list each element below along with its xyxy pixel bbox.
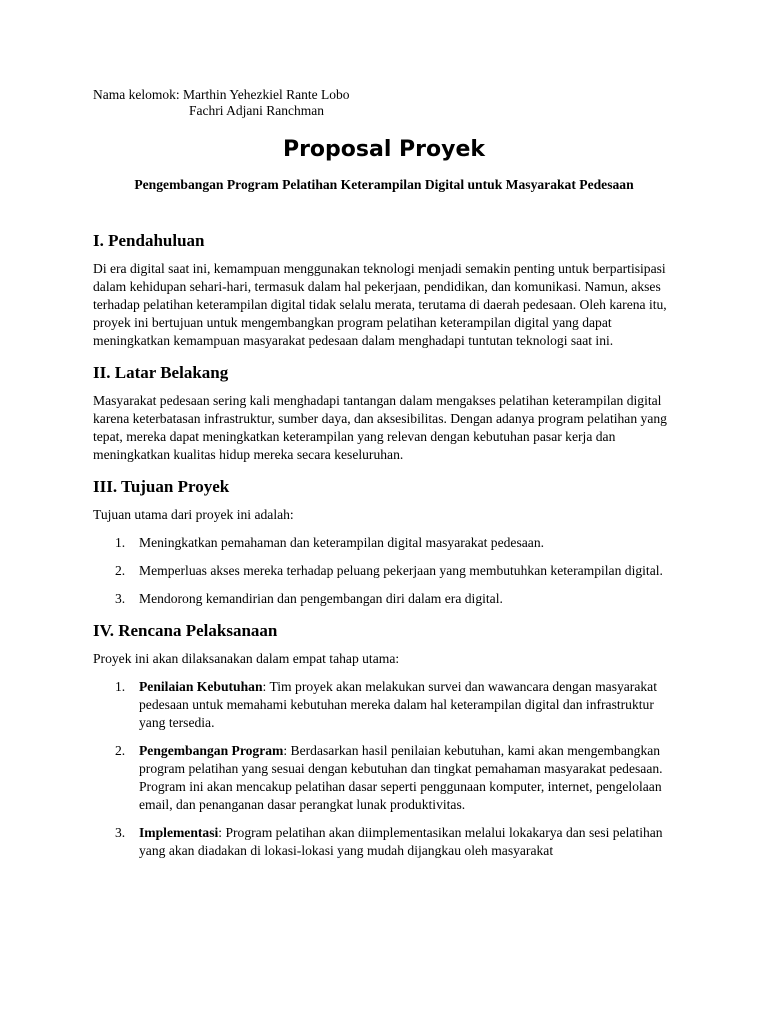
list-item-term: Penilaian Kebutuhan xyxy=(139,679,263,694)
list-item-text: : Tim proyek akan melakukan survei dan wawancara dengan masyarakat pedesaan untuk memahami kebutuhan mereka dalam hal keterampilan digital dan infrastruktur yang tersedia. xyxy=(139,679,657,730)
list-item-text: : Berdasarkan hasil penilaian kebutuhan, kami akan mengembangkan program pelatihan yang sesuai dengan kebutuhan dan tingkat pemahaman masyarakat pedesaan. Program ini akan mencakup pelatihan dasar seperti penggunaan komputer, internet, pengelolaan email, dan penanganan dasar perangkat lunak produktivitas. xyxy=(139,743,663,812)
document-body xyxy=(93,228,683,860)
section-heading-intro: I. Pendahuluan xyxy=(93,231,205,250)
section-heading-plan: IV. Rencana Pelaksanaan xyxy=(93,621,278,640)
group-row-1 xyxy=(93,87,349,103)
list-item xyxy=(93,534,683,552)
list-item-term: Pengembangan Program xyxy=(139,743,284,758)
document-subtitle: Pengembangan Program Pelatihan Keterampilan Digital untuk Masyarakat Pedesaan xyxy=(134,177,634,192)
section-text-background: Masyarakat pedesaan sering kali menghadapi tantangan dalam mengakses pelatihan keterampilan digital karena keterbatasan infrastruktur, sumber daya, dan aksesibilitas. Dengan adanya program pelatihan yang tepat, mereka dapat meningkatkan keterampilan yang relevan dengan kebutuhan pasar kerja dan meningkatkan kualitas hidup mereka secara keseluruhan. xyxy=(93,393,667,462)
list-item-term: Implementasi xyxy=(139,825,219,840)
group-label: Nama kelomok: xyxy=(93,87,180,102)
list-item-text: Memperluas akses mereka terhadap peluang pekerjaan yang membutuhkan keterampilan digital. xyxy=(139,563,663,578)
list-item-text: Mendorong kemandirian dan pengembangan diri dalam era digital. xyxy=(139,591,503,606)
list-item-number: 2. xyxy=(115,563,126,578)
group-member-1: Marthin Yehezkiel Rante Lobo xyxy=(182,87,350,102)
list-item xyxy=(93,562,683,580)
group-member-2: Fachri Adjani Ranchman xyxy=(189,103,324,118)
section-intro-goals: Tujuan utama dari proyek ini adalah: xyxy=(93,507,294,522)
list-item xyxy=(93,742,683,814)
section-heading-goals: III. Tujuan Proyek xyxy=(93,477,230,496)
list-item xyxy=(93,824,683,860)
list-item-number: 1. xyxy=(115,535,126,550)
list-item xyxy=(93,590,683,608)
list-item-number: 1. xyxy=(115,679,126,694)
list-item xyxy=(93,678,683,732)
section-intro-plan: Proyek ini akan dilaksanakan dalam empat tahap utama: xyxy=(93,651,400,666)
document-title: Proposal Proyek xyxy=(282,137,486,162)
list-item-number: 3. xyxy=(115,591,126,606)
plan-list xyxy=(93,678,683,860)
list-item-number: 2. xyxy=(115,743,126,758)
goals-list xyxy=(93,534,683,608)
list-item-number: 3. xyxy=(115,825,126,840)
list-item-text: Meningkatkan pemahaman dan keterampilan digital masyarakat pedesaan. xyxy=(139,535,545,550)
section-heading-background: II. Latar Belakang xyxy=(93,363,229,382)
group-members xyxy=(93,87,349,119)
list-item-text: : Program pelatihan akan diimplementasikan melalui lokakarya dan sesi pelatihan yang akan diadakan di lokasi-lokasi yang mudah dijangkau oleh masyarakat xyxy=(139,825,663,858)
section-text-intro: Di era digital saat ini, kemampuan menggunakan teknologi menjadi semakin penting untuk berpartisipasi dalam kehidupan sehari-hari, termasuk dalam hal pekerjaan, pendidikan, dan komunikasi. Namun, akses terhadap pelatihan keterampilan digital tidak selalu merata, terutama di daerah pedesaan. Oleh karena itu, proyek ini bertujuan untuk mengembangkan program pelatihan keterampilan digital yang dapat meningkatkan kemampuan masyarakat pedesaan dalam menghadapi tuntutan teknologi saat ini. xyxy=(93,261,667,348)
